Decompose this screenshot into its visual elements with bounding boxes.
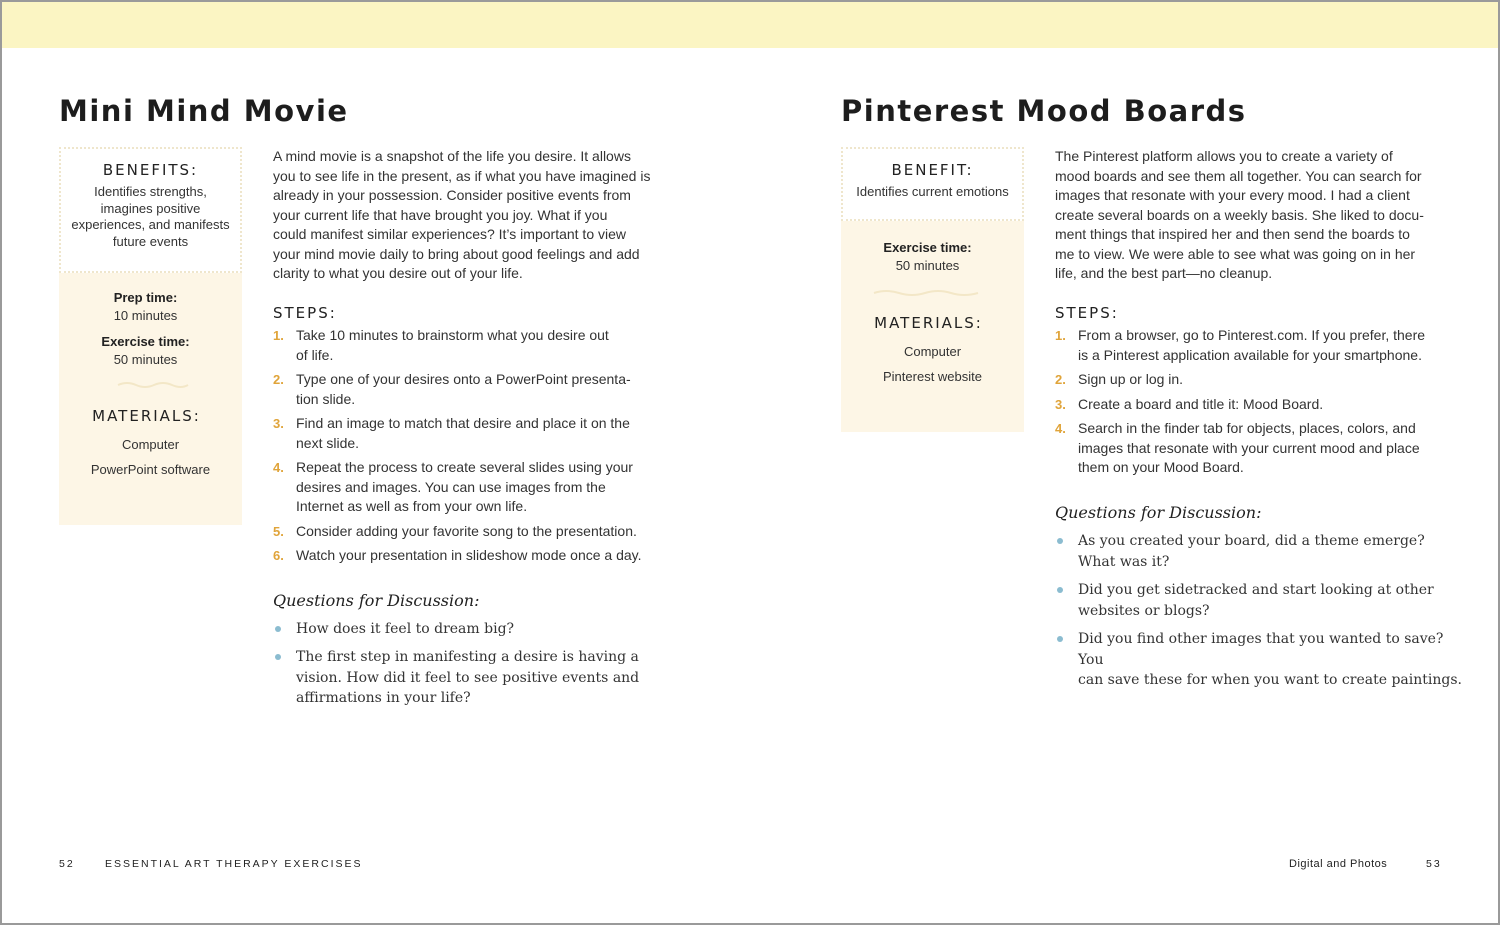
intro-line: create several boards on a weekly basis. She liked to docu- — [1055, 206, 1424, 223]
step-line: Consider adding your favorite song to the presentation. — [296, 523, 637, 539]
step-line: of life. — [296, 346, 334, 363]
bullet-dot-icon — [275, 654, 281, 660]
page-number: 52 — [59, 858, 75, 870]
question-text — [296, 619, 514, 640]
step-number: 6. — [273, 548, 284, 563]
questions-heading: Questions for Discussion: — [273, 591, 480, 610]
page-title: Pinterest Mood Boards — [841, 94, 1247, 128]
question-line: As you created your board, did a theme emerge? — [1078, 533, 1425, 549]
prep-time — [59, 290, 232, 323]
intro-line: images that resonate with your every mood. I had a client — [1055, 187, 1410, 203]
intro-line: clarity to what you desire out of your life. — [273, 265, 523, 281]
benefits-line: Identifies current emotions — [856, 184, 1009, 199]
step-number: 2. — [1055, 372, 1066, 387]
step-text — [296, 546, 642, 566]
bullet-dot-icon — [1057, 587, 1063, 593]
intro-line: ment things that inspired her and then send the boards to — [1055, 226, 1410, 242]
step-line: them on your Mood Board. — [1078, 459, 1244, 475]
wave-divider-icon — [873, 289, 979, 297]
left-page — [2, 2, 750, 923]
step-text — [296, 370, 631, 409]
benefits-line: Identifies strengths, — [94, 184, 207, 199]
benefits-line: imagines positive — [100, 200, 201, 216]
step-number: 2. — [273, 372, 284, 387]
step-number: 1. — [1055, 328, 1066, 343]
step-line: tion slide. — [296, 390, 356, 407]
question-line: Did you get sidetracked and start looking at other — [1078, 582, 1434, 598]
step-line: is a Pinterest application available for your smartphone. — [1078, 346, 1422, 363]
question-line: Did you find other images that you wanted to save? You — [1078, 631, 1444, 668]
material-item: Computer — [121, 437, 180, 452]
intro-line: life, and the best part—no cleanup. — [1055, 265, 1273, 281]
material-item: Pinterest website — [883, 369, 982, 384]
step-line: desires and images. You can use images from the — [296, 478, 606, 495]
question-line: vision. How did it feel to see positive events and — [296, 669, 640, 686]
step-line: next slide. — [296, 434, 360, 451]
benefits-box — [59, 147, 242, 273]
intro-line: me to view. We were able to see what was going on in her — [1055, 245, 1416, 262]
benefits-heading: BENEFIT: — [891, 161, 974, 179]
benefits-text — [843, 184, 1022, 201]
question-text — [1078, 580, 1434, 621]
step-text — [296, 522, 637, 542]
step-text — [1078, 395, 1323, 415]
step-line: Repeat the process to create several slides using your — [296, 459, 633, 475]
materials-heading: MATERIALS: — [874, 314, 983, 332]
steps-heading: STEPS: — [1055, 304, 1119, 322]
step-line: Sign up or log in. — [1078, 371, 1184, 387]
bullet-dot-icon — [275, 626, 281, 632]
question-line: What was it? — [1078, 553, 1170, 570]
step-line: Internet as well as from your own life. — [296, 498, 528, 514]
question-line: The first step in manifesting a desire is having a — [296, 649, 639, 665]
prep-time-value: 10 minutes — [113, 308, 178, 323]
page-number: 53 — [1426, 858, 1442, 870]
materials-heading: MATERIALS: — [92, 407, 201, 425]
exercise-time-value: 50 minutes — [113, 352, 178, 367]
book-spread — [2, 2, 1498, 923]
prep-time-label: Prep time: — [113, 290, 178, 305]
step-line: Type one of your desires onto a PowerPoint presenta- — [296, 371, 631, 387]
step-number: 4. — [273, 460, 284, 475]
question-text — [1078, 531, 1425, 572]
benefits-line: experiences, and manifests — [71, 217, 230, 232]
step-line: Find an image to match that desire and place it on the — [296, 415, 630, 431]
intro-line: already in your possession. Consider positive events from — [273, 187, 631, 203]
material-item: PowerPoint software — [90, 462, 211, 477]
page-title: Mini Mind Movie — [59, 94, 349, 128]
step-text — [296, 458, 633, 517]
step-number: 3. — [1055, 397, 1066, 412]
step-line: Create a board and title it: Mood Board. — [1078, 396, 1324, 412]
step-text — [1078, 370, 1183, 390]
step-line: images that resonate with your current mood and place — [1078, 439, 1420, 456]
info-sidebox — [841, 147, 1024, 432]
exercise-time-label: Exercise time: — [101, 334, 190, 349]
step-number: 5. — [273, 524, 284, 539]
question-line: How does it feel to dream big? — [296, 621, 515, 637]
question-line: websites or blogs? — [1078, 602, 1210, 619]
benefits-text — [61, 184, 240, 250]
intro-line: The Pinterest platform allows you to create a variety of — [1055, 148, 1393, 164]
question-line: can save these for when you want to create paintings. — [1078, 672, 1462, 688]
question-text — [1078, 629, 1465, 691]
benefits-box — [841, 147, 1024, 221]
intro-line: your current life that have brought you joy. What if you — [273, 206, 608, 223]
running-head: Digital and Photos — [1289, 858, 1388, 870]
exercise-time-value: 50 minutes — [895, 258, 960, 273]
steps-heading: STEPS: — [273, 304, 337, 322]
exercise-time — [841, 240, 1014, 273]
step-text — [296, 414, 630, 453]
step-number: 1. — [273, 328, 284, 343]
benefits-line: future events — [112, 233, 189, 249]
intro-line: mood boards and see them all together. You can search for — [1055, 167, 1422, 184]
step-line: Search in the finder tab for objects, places, colors, and — [1078, 420, 1416, 436]
step-line: Take 10 minutes to brainstorm what you desire out — [296, 327, 609, 343]
exercise-time-label: Exercise time: — [883, 240, 972, 255]
question-line: affirmations in your life? — [296, 690, 471, 706]
step-text — [1078, 326, 1425, 365]
step-text — [296, 326, 609, 365]
info-sidebox — [59, 147, 242, 525]
intro-line: A mind movie is a snapshot of the life you desire. It allows — [273, 148, 631, 164]
wave-divider-icon — [117, 381, 189, 389]
exercise-time — [59, 334, 232, 367]
right-page — [750, 2, 1498, 923]
bullet-dot-icon — [1057, 636, 1063, 642]
intro-paragraph — [1055, 147, 1455, 284]
step-number: 4. — [1055, 421, 1066, 436]
running-head: ESSENTIAL ART THERAPY EXERCISES — [105, 858, 363, 870]
questions-heading: Questions for Discussion: — [1055, 503, 1262, 522]
step-line: Watch your presentation in slideshow mode once a day. — [296, 547, 642, 563]
intro-line: your mind movie daily to bring about good feelings and add — [273, 245, 640, 262]
benefits-heading: BENEFITS: — [102, 161, 199, 179]
step-text — [1078, 419, 1420, 478]
intro-line: you to see life in the present, as if what you have imagined is — [273, 167, 651, 184]
step-line: From a browser, go to Pinterest.com. If you prefer, there — [1078, 327, 1426, 343]
intro-paragraph — [273, 147, 673, 284]
bullet-dot-icon — [1057, 538, 1063, 544]
intro-line: could manifest similar experiences? It’s important to view — [273, 226, 627, 242]
step-number: 3. — [273, 416, 284, 431]
material-item: Computer — [903, 344, 962, 359]
question-text — [296, 647, 639, 709]
